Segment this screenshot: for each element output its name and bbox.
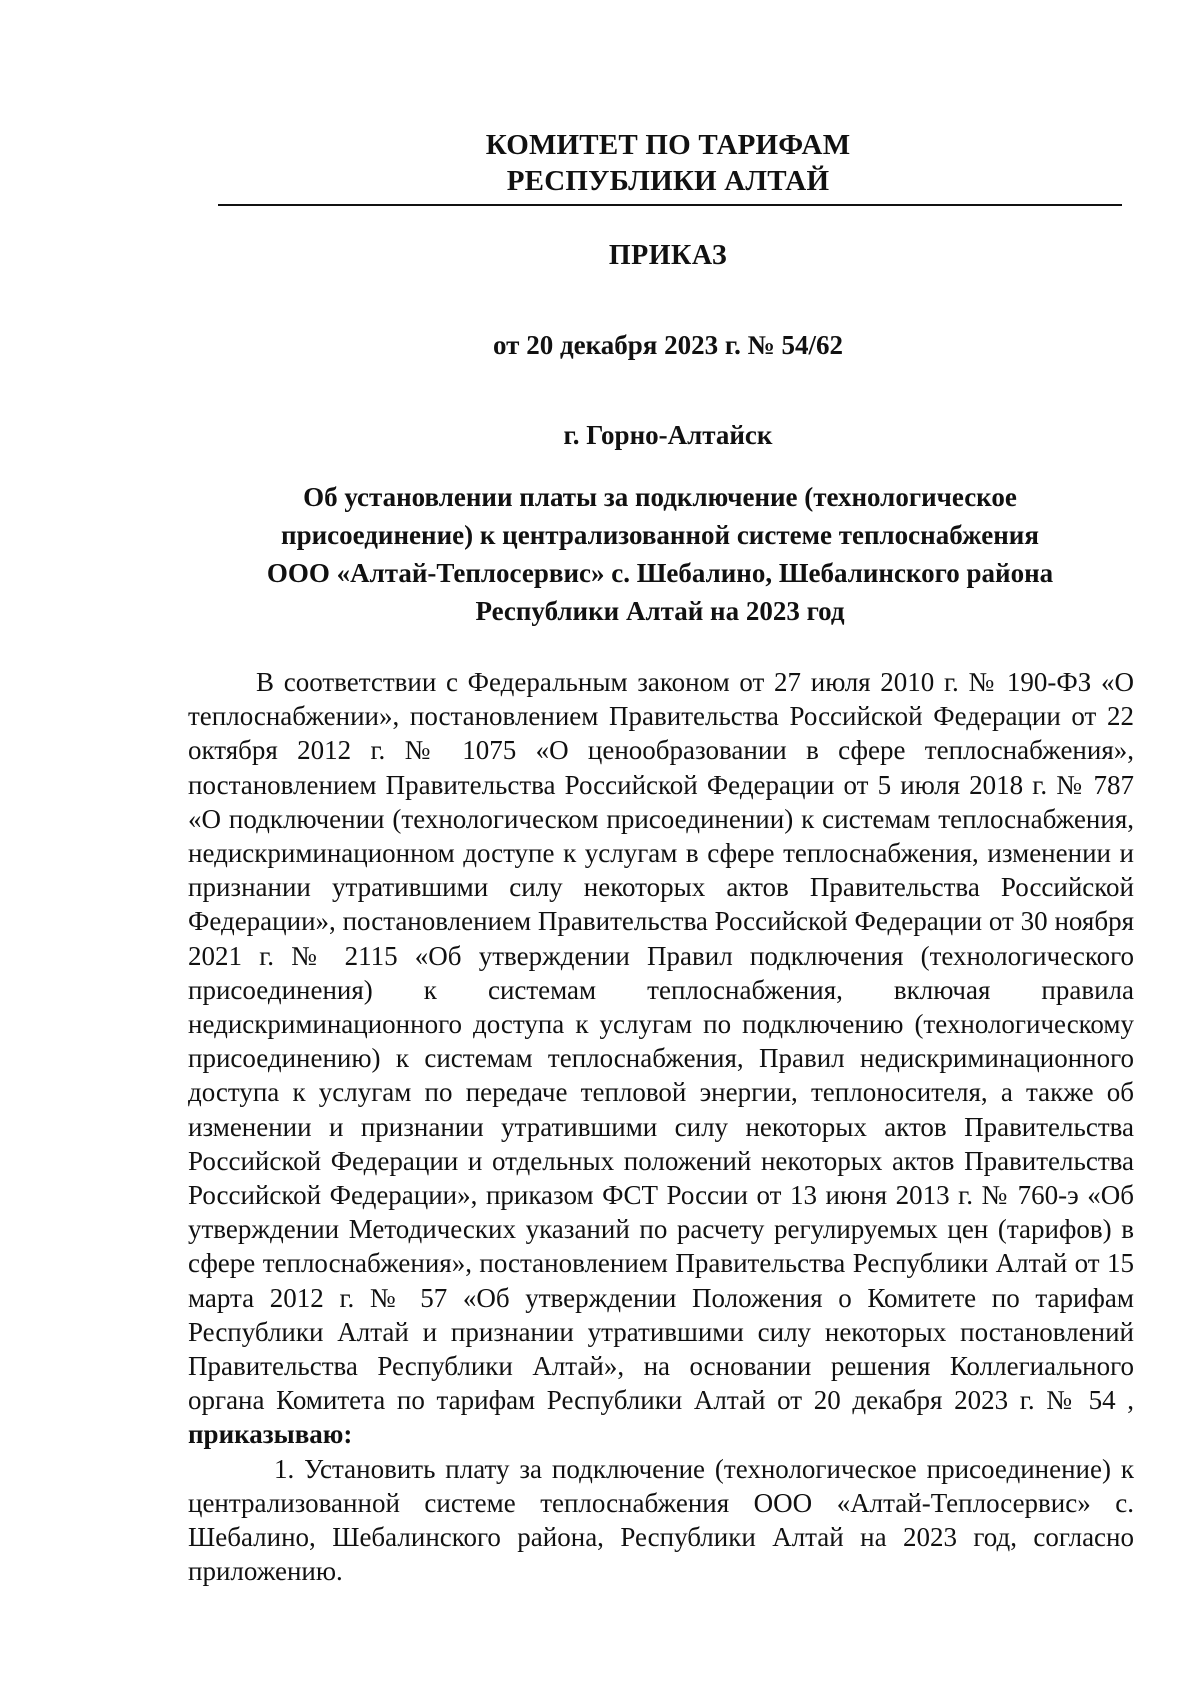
subject-line-2: присоединение) к централизованной системе теплоснабжения: [281, 520, 1039, 550]
order-subject: [200, 478, 1120, 630]
organization-name-line-2: РЕСПУБЛИКИ АЛТАЙ: [506, 165, 830, 197]
preamble-text: В соответствии с Федеральным законом от 27 июля 2010 г. № 190-ФЗ «О теплоснабжении», постановлением Правительства Российской Федерации от 22 октября 2012 г. № 1075 «О ценообразовании в сфере теплоснабжения», постановлением Правительства Российской Федерации от 5 июля 2018 г. № 787 «О подключении (технологическом присоединении) к системам теплоснабжения, недискриминационном доступе к услугам в сфере теплоснабжения, изменении и признании утратившими силу некоторых актов Правительства Российской Федерации», постановлением Правительства Российской Федерации от 30 ноября 2021 г. № 2115 «Об утверждении Правил подключения (технологического присоединения) к системам теплоснабжения, включая правила недискриминационного доступа к услугам по подключению (технологическому присоединению) к системам теплоснабжения, Правил недискриминационного доступа к услугам по передаче тепловой энергии, теплоносителя, а также об изменении и признании утратившими силу некоторых актов Правительства Российской Федерации и отдельных положений некоторых актов Правительства Российской Федерации», приказом ФСТ России от 13 июня 2013 г. № 760-э «Об утверждении Методических указаний по расчету регулируемых цен (тарифов) в сфере теплоснабжения», постановлением Правительства Республики Алтай от 15 марта 2012 г. № 57 «Об утверждении Положения о Комитете по тарифам Республики Алтай и признании утратившими силу некоторых постановлений Правительства Республики Алтай», на основании решения Коллегиального органа Комитета по тарифам Республики Алтай от 20 декабря 2023 г. № 54 ,: [188, 667, 1134, 1416]
subject-line-1: Об установлении платы за подключение (технологическое: [303, 482, 1017, 512]
order-date-number: от 20 декабря 2023 г. № 54/62: [493, 330, 843, 360]
order-city: г. Горно-Алтайск: [563, 420, 773, 450]
subject-line-4: Республики Алтай на 2023 год: [475, 596, 845, 626]
organization-name-line-1: КОМИТЕТ ПО ТАРИФАМ: [485, 129, 851, 161]
decision-word: приказываю:: [188, 1419, 353, 1450]
preamble-paragraph: [188, 665, 1134, 1452]
item-1-paragraph: 1. Установить плату за подключение (технологическое присоединение) к централизованной системе теплоснабжения ООО «Алтай-Теплосервис» с. Шебалино, Шебалинского района, Республики Алтай на 2023 год, согласно приложению.: [188, 1453, 1134, 1587]
subject-line-3: ООО «Алтай-Теплосервис» с. Шебалино, Шебалинского района: [266, 558, 1054, 588]
order-body: [188, 665, 1134, 1588]
header-divider: [218, 204, 1122, 206]
order-title: ПРИКАЗ: [608, 240, 728, 271]
